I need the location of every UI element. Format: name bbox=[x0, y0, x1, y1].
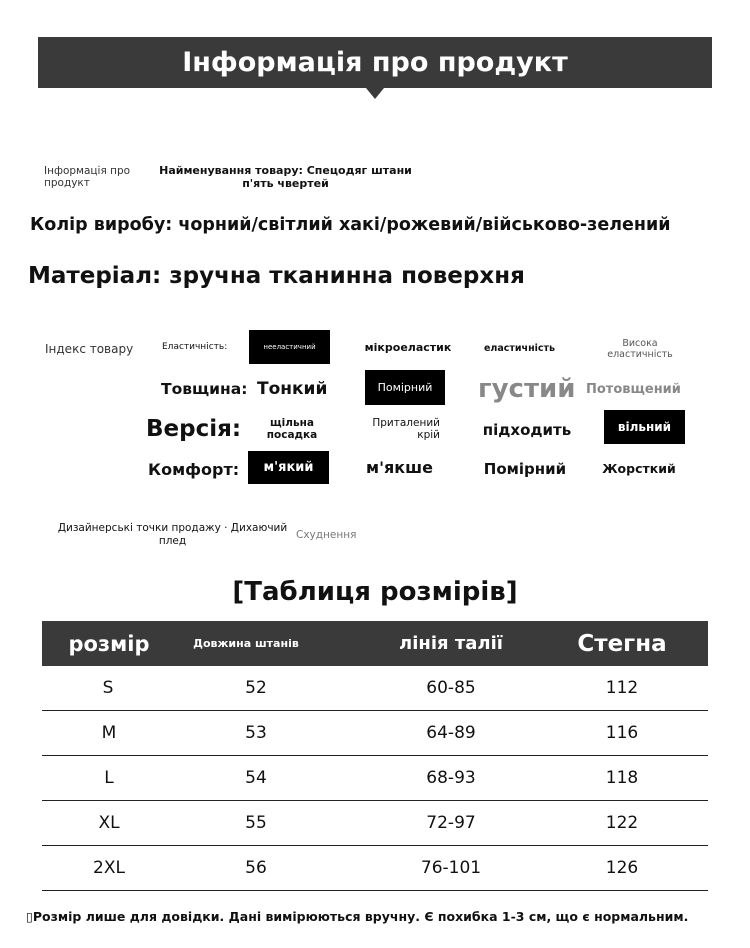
size-cell: L bbox=[42, 756, 176, 801]
table-row bbox=[42, 801, 708, 846]
comfort-option: Жорсткий bbox=[602, 461, 676, 476]
length-cell: 54 bbox=[176, 756, 366, 801]
table-row bbox=[42, 846, 708, 891]
index-label: Індекс товару bbox=[45, 342, 134, 356]
length-cell: 53 bbox=[176, 711, 366, 756]
selling-points-extra: Схуднення bbox=[296, 529, 357, 541]
hips-cell: 116 bbox=[536, 711, 708, 756]
product-info-label: Інформація про продукт bbox=[44, 165, 131, 189]
comfort-option: Помірний bbox=[483, 460, 567, 478]
elasticity-option: еластичність bbox=[483, 343, 556, 354]
banner-title: Інформація про продукт bbox=[182, 47, 568, 78]
waist-header: лінія талії bbox=[366, 621, 536, 666]
elasticity-option: Висока еластичність bbox=[607, 338, 673, 360]
thickness-option: Тонкий bbox=[257, 379, 328, 399]
selling-points-label: Дизайнерські точки продажу · Дихаючий плед bbox=[57, 522, 288, 547]
table-row bbox=[42, 756, 708, 801]
thickness-option: густий bbox=[478, 374, 576, 404]
table-row bbox=[42, 711, 708, 756]
header-banner bbox=[38, 37, 712, 88]
waist-cell: 68-93 bbox=[366, 756, 536, 801]
elasticity-label: Еластичність: bbox=[162, 342, 228, 352]
footnote: ▯Розмір лише для довідки. Дані вимірюються вручну. Є похибка 1-3 см, що є нормальним. bbox=[26, 909, 689, 924]
size-table-title: [Таблиця розмірів] bbox=[232, 577, 518, 607]
thickness-option-selected: Помірний bbox=[365, 370, 445, 405]
elasticity-option-selected: нееластичний bbox=[249, 330, 330, 364]
version-option: Приталений крій bbox=[372, 417, 440, 441]
size-cell: XL bbox=[42, 801, 176, 846]
length-cell: 55 bbox=[176, 801, 366, 846]
waist-cell: 72-97 bbox=[366, 801, 536, 846]
thickness-option: Потовщений bbox=[586, 382, 681, 397]
length-cell: 56 bbox=[176, 846, 366, 891]
elasticity-option: мікроеластик bbox=[364, 341, 452, 354]
material-line: Матеріал: зручна тканинна поверхня bbox=[28, 263, 525, 289]
size-cell: 2XL bbox=[42, 846, 176, 891]
hips-cell: 126 bbox=[536, 846, 708, 891]
size-header: розмір bbox=[42, 621, 176, 666]
size-cell: S bbox=[42, 666, 176, 711]
version-label: Версія: bbox=[146, 416, 242, 442]
size-table bbox=[42, 621, 708, 891]
banner-arrow-icon bbox=[366, 88, 384, 99]
table-row bbox=[42, 666, 708, 711]
hips-cell: 118 bbox=[536, 756, 708, 801]
thickness-label: Товщина: bbox=[161, 380, 248, 398]
waist-cell: 64-89 bbox=[366, 711, 536, 756]
comfort-option: м'якше bbox=[366, 458, 433, 477]
color-line: Колір виробу: чорний/світлий хакі/рожевий/військово-зелений bbox=[30, 215, 671, 235]
waist-cell: 60-85 bbox=[366, 666, 536, 711]
waist-cell: 76-101 bbox=[366, 846, 536, 891]
size-cell: M bbox=[42, 711, 176, 756]
comfort-label: Комфорт: bbox=[148, 460, 240, 479]
pants-length-header: Довжина штанів bbox=[176, 621, 366, 666]
version-option-selected: вільний bbox=[604, 410, 685, 444]
hips-header: Стегна bbox=[536, 621, 708, 666]
product-name: Найменування товару: Спецодяг штани п'ять чвертей bbox=[159, 164, 412, 190]
hips-cell: 122 bbox=[536, 801, 708, 846]
hips-cell: 112 bbox=[536, 666, 708, 711]
version-option: щільна посадка bbox=[266, 417, 318, 441]
version-option: підходить bbox=[482, 421, 572, 439]
length-cell: 52 bbox=[176, 666, 366, 711]
comfort-option-selected: м'який bbox=[248, 451, 329, 484]
